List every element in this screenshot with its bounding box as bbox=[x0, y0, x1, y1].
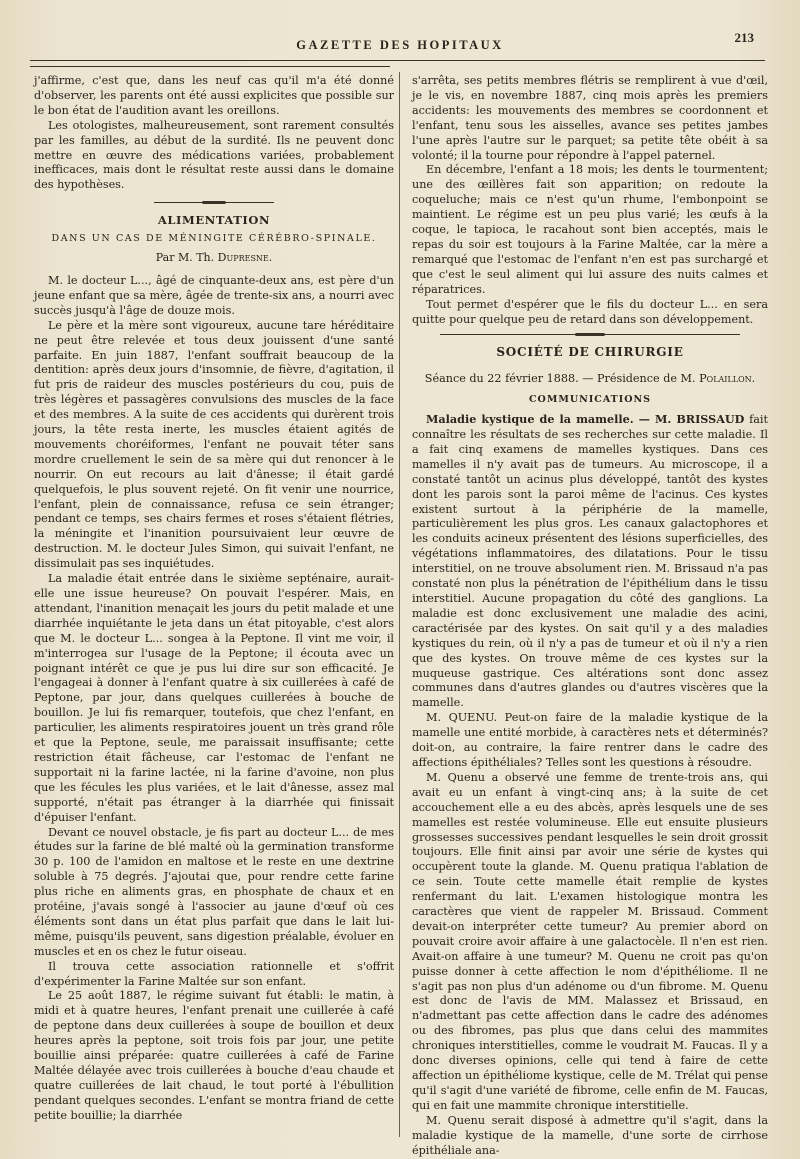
paragraph: La maladie était entrée dans le sixième septénaire, aurait-elle une issue heureuse? On pouvait l'espérer. Mais, en attendant, l'inanition menaçait les jours du petit malade et une diarrhée inquiétante le jeta dans un état pitoyable, c'est alors que M. le docteur L... songea à la Peptone. Il vint me voir, il m'interrogea sur l'usage de la Peptone; il écouta avec un poignant intérêt ce que je pus lui dire sur son efficacité. Je l'engageai à donner à l'enfant quatre à six cuillerées à café de Peptone, par jour, dans quelques cuillerées à bouche de bouillon. Je lui fis remarquer, toutefois, que chez l'enfant, en particulier, les aliments respiratoires jouent un très grand rôle et que la Peptone, seule, me paraissait insuffisante; cette restriction était fâcheuse, car l'estomac de l'enfant ne supportait ni la farine lactée, ni la farine d'avoine, non plus que les fécules les plus variées, et le lait d'ânesse, assez mal supporté, n'était pas étranger à la diarrhée qui finissait d'épuiser l'enfant. bbox=[34, 572, 394, 824]
paragraph bbox=[412, 412, 768, 711]
seance-line bbox=[412, 372, 768, 387]
paragraph: M. Quenu a observé une femme de trente-trois ans, qui avait eu un enfant à vingt-cinq ans; à la suite de cet accouchement elle a eu des abcès, après lesquels une de ses mamelles est restée volumineuse. Elle eut ensuite plusieurs grossesses successives pendant lesquelles le sein droit grossit toujours. Elle finit ainsi par avoir une série de kystes qui occupèrent toute la glande. M. Quenu pratiqua l'ablation de ce sein. Toute cette mamelle était remplie de kystes renfermant du lait. L'examen histologique montra les caractères que vient de rappeler M. Brissaud. Comment devait-on interpréter cette tumeur? Au premier abord on pouvait croire avoir affaire à une galactocèle. Il n'en est rien. Avait-on affaire à une tumeur? M. Quenu ne croit pas qu'on puisse donner à cette affection le nom d'épithéliome. Il ne s'agit pas non plus d'un adénome ou d'un fibrome. M. Quenu est donc de l'avis de MM. Malassez et Brissaud, en n'admettant pas cette affection dans le cadre des adénomes ou des fibromes, pas plus que dans celui des mammites chroniques interstitielles, comme le voudrait M. Faucas. Il y a donc diverses opinions, celle qui tend à faire de cette affection un épithéliome kystique, celle de M. Trélat qui pense qu'il s'agit d'une variété de fibrome, celle enfin de M. Faucas, qui en fait une mammite chronique interstitielle. bbox=[412, 770, 768, 1112]
society-title: SOCIÉTÉ DE CHIRURGIE bbox=[496, 345, 684, 360]
header-rule-thin bbox=[30, 66, 390, 67]
lead-text: fait connaître les résultats de ses recherches sur cette maladie. Il a fait cinq examens de mamelles kystiques. Dans ces mamelles il n'y avait pas de tumeurs. Au microscope, il a constaté tantôt un acinus plus développé, tantôt des kystes dont les parois sont la paroi même de l'acinus. Ces kystes existent surtout à la périphérie de la mamelle, particulièrement les plus gros. Les canaux galactophores et les conduits acineux présentent des lésions superficielles, des végétations inflammatoires, des dilatations. Pour le tissu interstitiel, on ne trouve absolument rien. M. Brissaud n'a pas constaté non plus la pénétration de l'épithélium dans le tissu interstitiel. Aucune propagation du côté des ganglions. La maladie est donc exclusivement une maladie des acini, caractérisée par des kystes. On sait qu'il y a des maladies kystiques du rein, où il n'y a pas de tumeur et où il n'y a rien que des kystes. On trouve même de ces kystes sur la muqueuse gastrique. Ces altérations sont donc assez communes dans d'autres glandes ou d'autres viscères que la mamelle. bbox=[412, 413, 768, 710]
lead-heading: Maladie kystique de la mamelle. — M. BRISSAUD bbox=[426, 412, 745, 427]
paragraph: Le 25 août 1887, le régime suivant fut établi: le matin, à midi et à quatre heures, l'enfant prenait une cuillerée à café de peptone dans deux cuillerées à soupe de bouillon et deux heures après la peptone, soit trois fois par jour, une petite bouillie ainsi préparée: quatre cuillerées à café de Farine Maltée délayée avec trois cuillerées à bouche d'eau chaude et quatre cuillerées de lait chaud, le tout porté à l'ébullition pendant quelques secondes. L'enfant se montra friand de cette petite bouillie; la diarrhée bbox=[34, 989, 394, 1122]
left-column bbox=[34, 74, 394, 1144]
separator-ornament bbox=[154, 201, 274, 204]
separator-ornament bbox=[440, 333, 740, 336]
seance-president: Polaillon. bbox=[699, 372, 756, 386]
paragraph: s'arrêta, ses petits membres flétris se remplirent à vue d'œil, je le vis, en novembre 1887, cinq mois après les premiers accidents: les mouvements des membres se coordonnent et l'enfant, tenu sous les aisselles, avance ses petites jambes l'une après l'autre sur le parquet; sa petite tête obéit à sa volonté; il la tourne pour répondre à l'appel paternel. bbox=[412, 74, 768, 162]
paragraph: j'affirme, c'est que, dans les neuf cas qu'il m'a été donné d'observer, les parents ont été aussi explicites que possible sur le bon état de l'audition avant les oreillons. bbox=[34, 74, 394, 117]
communications-heading: COMMUNICATIONS bbox=[528, 394, 652, 406]
article-byline bbox=[34, 251, 394, 266]
article-subtitle: DANS UN CAS DE MÉNINGITE CÉRÉBRO-SPINALE. bbox=[51, 233, 377, 245]
page-number: 213 bbox=[734, 30, 754, 45]
running-head bbox=[0, 30, 800, 60]
column-divider bbox=[399, 72, 400, 1137]
paragraph: Devant ce nouvel obstacle, je fis part au docteur L... de mes études sur la farine de blé malté où la germination transforme 30 p. 100 de l'amidon en maltose et le reste en une dextrine soluble à 75 degrés. J'ajoutai que, pour rendre cette farine plus riche en aliments gras, en phosphate de chaux et en protéine, j'avais songé à l'associer au jaune d'œuf où ces éléments sont dans un état plus parfait que dans le lait lui-même, puisqu'ils peuvent, sans digestion préalable, évoluer en muscles et en os chez le futur oiseau. bbox=[34, 825, 394, 958]
paragraph: Tout permet d'espérer que le fils du docteur L... en sera quitte pour quelque peu de retard dans son développement. bbox=[412, 297, 768, 326]
journal-title: GAZETTE DES HOPITAUX bbox=[296, 38, 504, 52]
byline-prefix: Par M. Th. bbox=[155, 251, 215, 265]
paragraph: M. le docteur L..., âgé de cinquante-deux ans, est père d'un jeune enfant que sa mère, âgée de trente-six ans, a nourri avec succès jusqu'à l'âge de douze mois. bbox=[34, 273, 394, 317]
right-column bbox=[412, 74, 768, 1157]
seance-text: Séance du 22 février 1888. — Présidence de M. bbox=[424, 372, 696, 386]
paragraph: Il trouva cette association rationnelle et s'offrit d'expérimenter la Farine Maltée sur son enfant. bbox=[34, 959, 394, 988]
article-title: ALIMENTATION bbox=[157, 213, 271, 228]
paragraph: Les otologistes, malheureusement, sont rarement consultés par les familles, au début de la surdité. Ils ne peuvent donc mettre en œuvre des médications variées, probablement inefficaces, mais dont le résultat reste aussi dans le domaine des hypothèses. bbox=[34, 118, 394, 192]
speaker-name: M. QUENU. bbox=[426, 711, 498, 725]
paragraph: En décembre, l'enfant a 18 mois; les dents le tourmentent; une des œillères fait son apparition; on redoute la coqueluche; mais ce n'est qu'un rhume, l'embonpoint se maintient. Le régime est un peu plus varié; les œufs à la coque, le tapioca, le racahout sont bien acceptés, mais le repas du soir est toujours à la Farine Maltée, car la mère a remarqué que l'estomac de l'enfant n'en est pas surchargé et que c'est le seul aliment qui lui assure des nuits calmes et réparatrices. bbox=[412, 163, 768, 296]
paragraph bbox=[412, 711, 768, 771]
paragraph: Le père et la mère sont vigoureux, aucune tare héréditaire ne peut être relevée et tous deux jouissent d'une santé parfaite. En juin 1887, l'enfant souffrait beaucoup de la dentition: après deux jours d'insomnie, de fièvre, d'agitation, il fut pris de raideur des muscles postérieurs du cou, puis de très légères et passagères convulsions des muscles de la face et des membres. A la suite de ces accidents qui durèrent trois jours, la tête resta inerte, les muscles étaient agités de mouvements choréiformes, l'enfant ne pouvait téter sans mordre cruellement le sein de sa mère qui dut renoncer à le nourrir. On eut recours au lait d'ânesse; il était gardé quelquefois, le plus souvent rejeté. On fit venir une nourrice, l'enfant, plein de connaissance, refusa ce sein étranger; pendant ce temps, ses chairs fermes et roses s'étaient flétries, la méningite et l'inanition poursuivaient leur œuvre de destruction. M. le docteur Jules Simon, qui suivait l'enfant, ne dissimulait pas ses inquiétudes. bbox=[34, 318, 394, 571]
header-rule bbox=[30, 60, 765, 61]
byline-author: Dupresne. bbox=[217, 251, 273, 265]
speaker-text: Peut-on faire de la maladie kystique de la mamelle une entité morbide, à caractères nets et déterminés? doit-on, au contraire, la faire rentrer dans le cadre des affections épithéliales? Telles sont les questions à résoudre. bbox=[412, 711, 768, 769]
paragraph: M. Quenu serait disposé à admettre qu'il s'agit, dans la maladie kystique de la mamelle, d'une sorte de cirrhose épithéliale ana- bbox=[412, 1113, 768, 1157]
